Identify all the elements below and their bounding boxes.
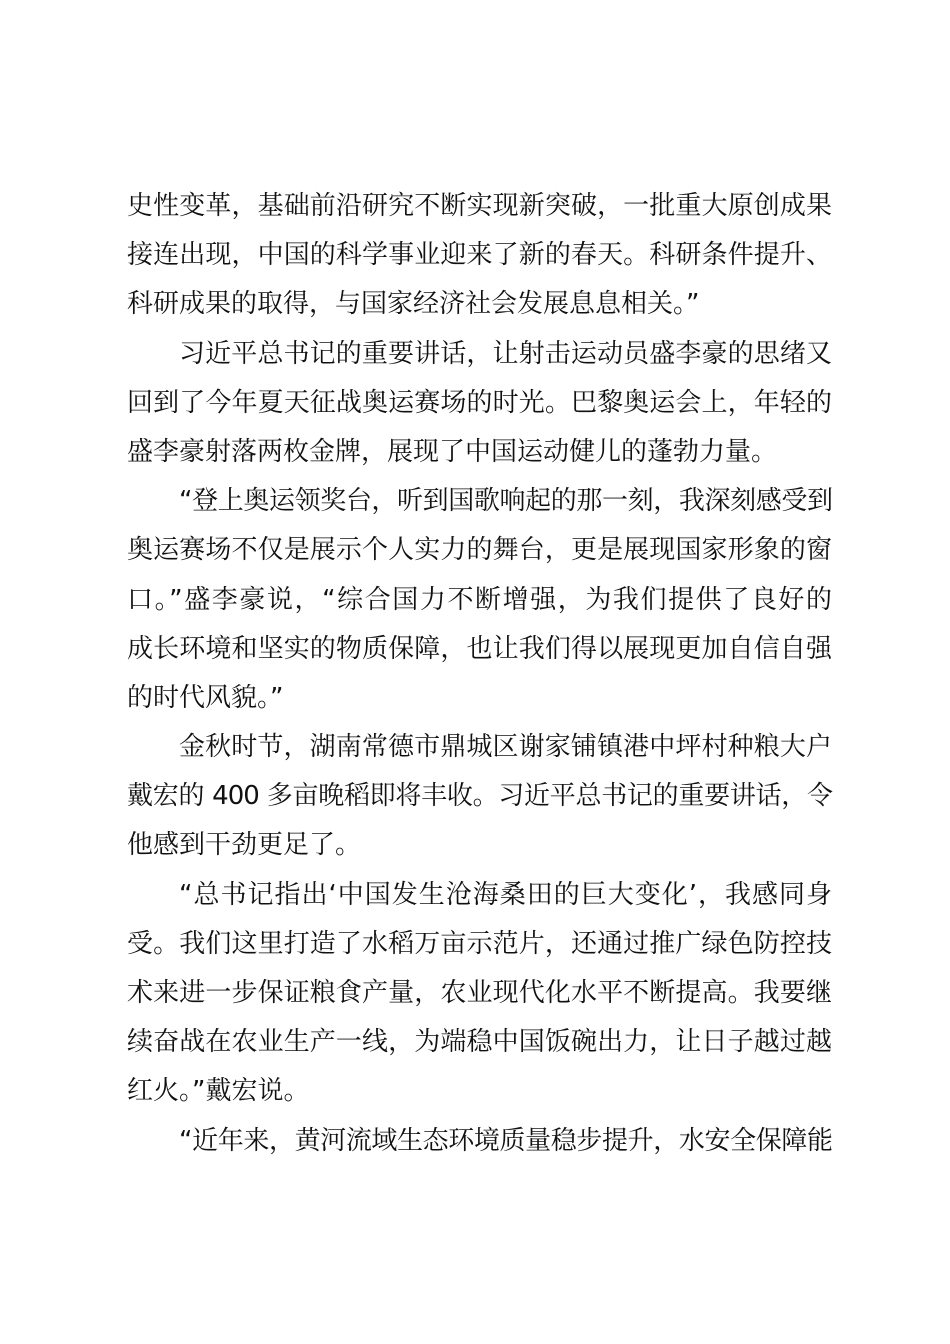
paragraph-first-line: “近年来，黄河流域生态环境质量稳步提升，水安全保障能: [179, 1125, 832, 1156]
text-line: 他感到干劲更足了。: [127, 830, 362, 861]
text-line: 科研成果的取得，与国家经济社会发展息息相关。”: [127, 289, 700, 320]
text-line: 的时代风貌。”: [127, 682, 284, 713]
text-line: 成长环境和坚实的物质保障，也让我们得以展现更加自信自强: [127, 633, 832, 664]
text-line: 术来进一步保证粮食产量，农业现代化水平不断提高。我要继: [127, 978, 832, 1008]
paragraph-first-line: 金秋时节，湖南常德市鼎城区谢家铺镇港中坪村种粮大户: [179, 732, 832, 763]
text-line: 盛李豪射落两枚金牌，展现了中国运动健儿的蓬勃力量。: [127, 436, 778, 467]
article-body: [127, 182, 832, 1166]
text-line: 受。我们这里打造了水稻万亩示范片，还通过推广绿色防控技: [127, 928, 832, 959]
text-line: 续奋战在农业生产一线，为端稳中国饭碗出力，让日子越过越: [127, 1027, 832, 1058]
paragraph-first-line: 习近平总书记的重要讲话，让射击运动员盛李豪的思绪又: [179, 338, 832, 369]
paragraph-first-line: “总书记指出‘中国发生沧海桑田的巨大变化’，我感同身: [179, 879, 832, 910]
text-line: 史性变革，基础前沿研究不断实现新突破，一批重大原创成果: [127, 191, 832, 221]
text-line: 口。”盛李豪说，“综合国力不断增强，为我们提供了良好的: [127, 584, 832, 615]
text-line: 接连出现，中国的科学事业迎来了新的春天。科研条件提升、: [127, 240, 832, 271]
text-line: 戴宏的 400 多亩晚稻即将丰收。习近平总书记的重要讲话，令: [127, 781, 832, 812]
text-line: 奥运赛场不仅是展示个人实力的舞台，更是展现国家形象的窗: [127, 535, 832, 566]
text-line: 红火。”戴宏说。: [127, 1076, 310, 1107]
paragraph-first-line: “登上奥运领奖台，听到国歌响起的那一刻，我深刻感受到: [179, 486, 832, 517]
text-line: 回到了今年夏天征战奥运赛场的时光。巴黎奥运会上，年轻的: [127, 387, 832, 418]
